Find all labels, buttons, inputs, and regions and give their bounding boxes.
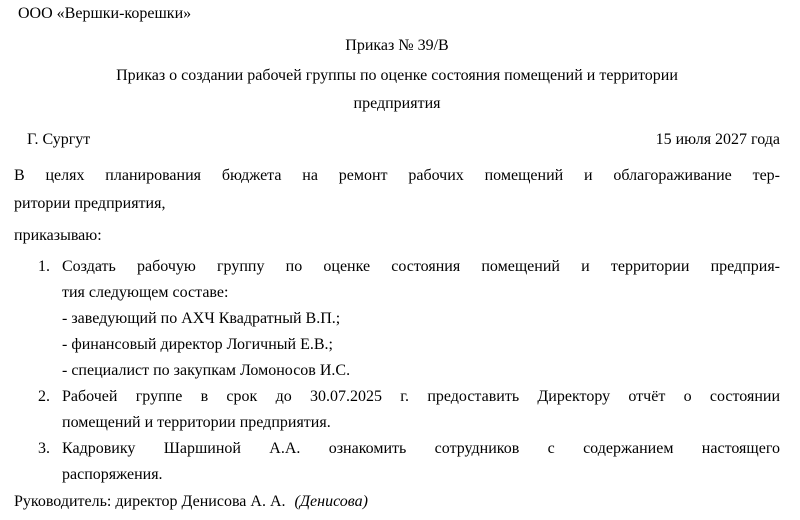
order-item-3-line-2: распоряжения. bbox=[62, 466, 163, 483]
order-item-2-line-1: Рабочей группе в срок до 30.07.2025 г. предоставить Директору отчёт о состоянии bbox=[62, 388, 780, 405]
preamble bbox=[14, 162, 780, 218]
signature-name: (Денисова) bbox=[294, 493, 368, 510]
preamble-line-1: В целях планирования бюджета на ремонт рабочих помещений и облагораживание тер- bbox=[14, 167, 780, 184]
order-title-line-1: Приказ о создании рабочей группы по оценке состояния помещений и территории bbox=[116, 67, 678, 84]
decree-word: приказываю: bbox=[14, 227, 102, 244]
order-title bbox=[14, 62, 780, 118]
company-name: ООО «Вершки-корешки» bbox=[18, 5, 192, 22]
member-line-3: - специалист по закупкам Ломоносов И.С. bbox=[62, 362, 351, 379]
order-item-3 bbox=[14, 436, 780, 488]
signature bbox=[14, 488, 780, 516]
preamble-line-2: ритории предприятия, bbox=[14, 195, 166, 212]
order-item-1-line-1: Создать рабочую группу по оценке состояния помещений и территории предприя- bbox=[62, 258, 780, 275]
order-item-2 bbox=[14, 384, 780, 436]
city: Г. Сургут bbox=[27, 131, 91, 148]
member-line-2: - финансовый директор Логичный Е.В.; bbox=[62, 336, 333, 353]
signature-label: Руководитель: директор Денисова А. А. bbox=[14, 493, 286, 510]
city-date-row bbox=[14, 126, 780, 154]
date: 15 июля 2027 года bbox=[655, 131, 780, 148]
order-number: Приказ № 39/В bbox=[345, 37, 449, 54]
order-item-1-text bbox=[62, 254, 780, 384]
member-line-1: - заведующий по АХЧ Квадратный В.П.; bbox=[62, 310, 341, 327]
order-title-line-2: предприятия bbox=[353, 95, 441, 112]
order-item-1 bbox=[14, 254, 780, 384]
order-item-3-text bbox=[62, 436, 780, 488]
order-item-2-number: 2. bbox=[38, 388, 50, 405]
order-item-3-number: 3. bbox=[38, 440, 50, 457]
order-item-2-line-2: помещений и территории предприятия. bbox=[62, 414, 331, 431]
order-item-2-text bbox=[62, 384, 780, 436]
order-item-3-line-1: Кадровику Шаршиной А.А. ознакомить сотрудников с содержанием настоящего bbox=[62, 440, 780, 457]
order-items-list bbox=[14, 254, 780, 488]
order-item-1-line-2: тия следующем составе: bbox=[62, 284, 229, 301]
order-item-1-number: 1. bbox=[38, 258, 50, 275]
